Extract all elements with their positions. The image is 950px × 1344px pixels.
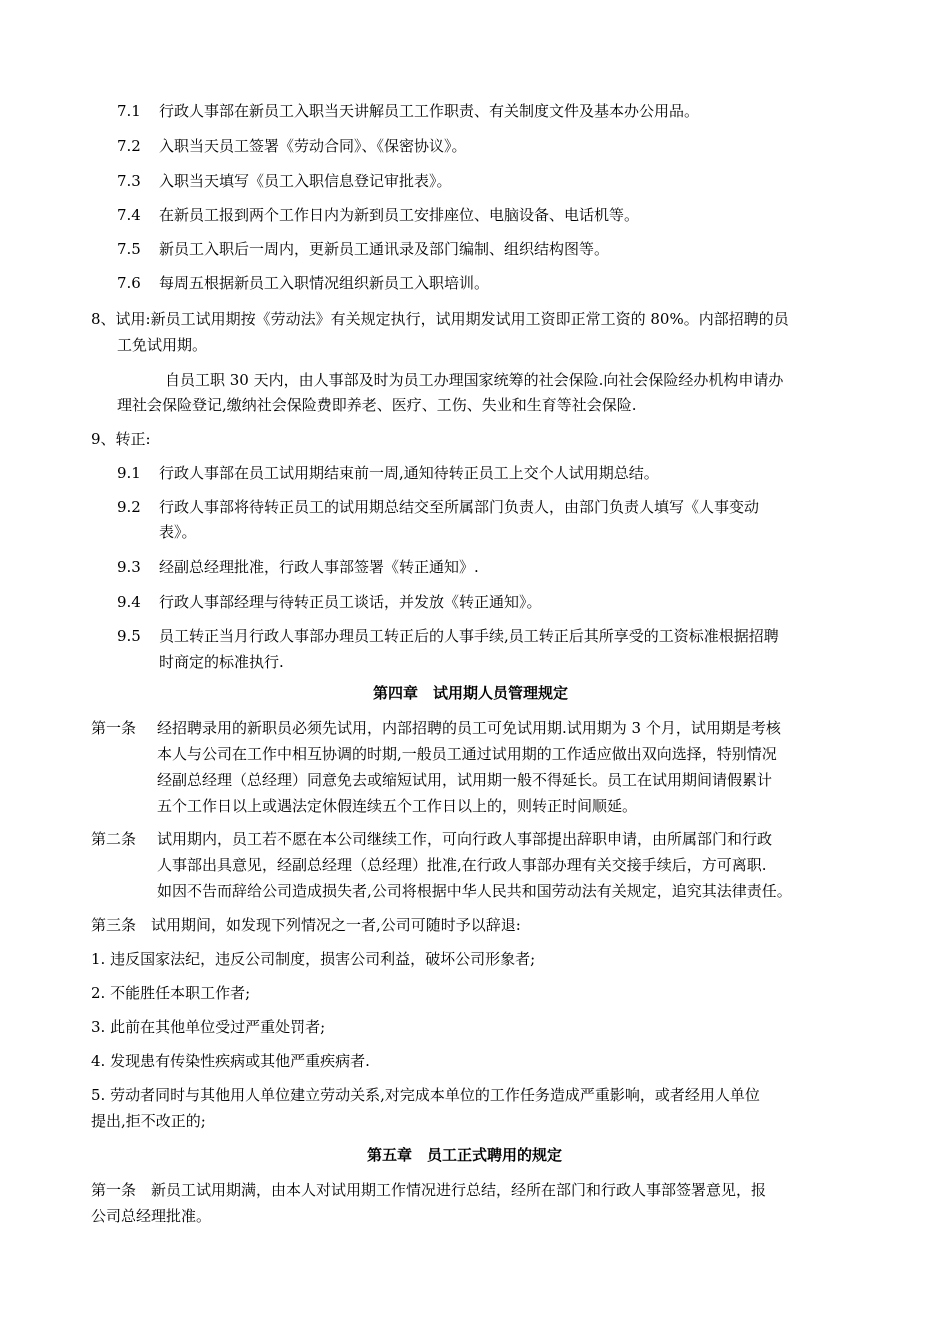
item-text: 行政人事部将待转正员工的试用期总结交至所属部门负责人，由部门负责人填写《人事变动	[159, 498, 760, 516]
insurance-para-line2: 理社会保险登记,缴纳社会保险费即养老、医疗、工伤、失业和生育等社会保险.	[117, 396, 637, 414]
dismissal-item-5-line1: 5. 劳动者同时与其他用人单位建立劳动关系,对完成本单位的工作任务造成严重影响，或者经用人单位	[91, 1086, 760, 1104]
item-7-1	[117, 101, 699, 121]
ch4-article-1-line2: 本人与公司在工作中相互协调的时期,一般员工通过试用期的工作适应做出双向选择，特别情况	[157, 745, 777, 763]
item-9-4	[117, 592, 542, 612]
dismissal-item-2: 2. 不能胜任本职工作者;	[91, 984, 251, 1002]
item-9-5	[117, 626, 779, 646]
item-number: 7.1	[117, 102, 141, 120]
item-text: 每周五根据新员工入职情况组织新员工入职培训。	[159, 274, 490, 292]
item-9-2-cont: 表》。	[159, 523, 197, 541]
item-text: 新员工入职后一周内，更新员工通讯录及部门编制、组织结构图等。	[159, 240, 610, 258]
dismissal-item-3: 3. 此前在其他单位受过严重处罚者;	[91, 1018, 326, 1036]
item-7-4	[117, 205, 639, 225]
chapter-4-title: 第四章 试用期人员管理规定	[373, 684, 569, 702]
item-7-6	[117, 273, 489, 293]
section-8-line2: 工免试用期。	[117, 336, 208, 354]
item-9-3	[117, 557, 479, 577]
item-text: 在新员工报到两个工作日内为新到员工安排座位、电脑设备、电话机等。	[159, 206, 640, 224]
dismissal-item-1: 1. 违反国家法纪，违反公司制度，损害公司利益，破坏公司形象者;	[91, 950, 536, 968]
item-7-2	[117, 136, 467, 156]
chapter-5-title: 第五章 员工正式聘用的规定	[367, 1146, 563, 1164]
item-text: 经副总经理批准，行政人事部签署《转正通知》.	[159, 558, 479, 576]
dismissal-item-4: 4. 发现患有传染性疾病或其他严重疾病者.	[91, 1052, 370, 1070]
section-9-title: 9、转正:	[91, 430, 151, 448]
item-text: 员工转正当月行政人事部办理员工转正后的人事手续,员工转正后其所享受的工资标准根据招聘	[159, 627, 779, 645]
item-number: 7.5	[117, 240, 141, 258]
ch5-article-1-line2: 公司总经理批准。	[91, 1207, 212, 1225]
ch4-article-1-line3: 经副总经理（总经理）同意免去或缩短试用，试用期一般不得延长。员工在试用期间请假累计	[157, 771, 773, 789]
item-number: 9.1	[117, 464, 141, 482]
item-9-2	[117, 497, 759, 517]
ch4-article-2-line1: 试用期内，员工若不愿在本公司继续工作，可向行政人事部提出辞职申请，由所属部门和行政	[157, 830, 773, 848]
dismissal-item-5-line2: 提出,拒不改正的;	[91, 1112, 206, 1130]
item-text: 行政人事部经理与待转正员工谈话，并发放《转正通知》。	[159, 593, 542, 611]
ch4-article-1-line1: 经招聘录用的新职员必须先试用，内部招聘的员工可免试用期.试用期为 3 个月，试用期是考核	[157, 719, 781, 737]
item-number: 9.3	[117, 558, 141, 576]
item-number: 7.4	[117, 206, 141, 224]
item-number: 9.2	[117, 498, 141, 516]
ch4-article-3: 第三条 试用期间，如发现下列情况之一者,公司可随时予以辞退:	[91, 916, 521, 934]
ch4-article-2-label: 第二条	[91, 830, 137, 848]
item-9-1	[117, 463, 659, 483]
ch4-article-1-label: 第一条	[91, 719, 137, 737]
ch4-article-2-line2: 人事部出具意见，经副总经理（总经理）批准,在行政人事部办理有关交接手续后，方可离职.	[157, 856, 767, 874]
section-8-line1: 8、试用:新员工试用期按《劳动法》有关规定执行，试用期发试用工资即正常工资的 80%。内部招聘的员	[91, 310, 789, 328]
item-number: 7.2	[117, 137, 141, 155]
item-text: 入职当天员工签署《劳动合同》、《保密协议》。	[159, 137, 467, 155]
item-9-5-cont: 时商定的标准执行.	[159, 653, 284, 671]
item-7-3	[117, 171, 452, 191]
item-number: 9.5	[117, 627, 141, 645]
item-number: 7.3	[117, 172, 141, 190]
ch4-article-2-line3: 如因不告而辞给公司造成损失者,公司将根据中华人民共和国劳动法有关规定，追究其法律责任。	[157, 882, 792, 900]
item-text: 行政人事部在新员工入职当天讲解员工工作职责、有关制度文件及基本办公用品。	[159, 102, 700, 120]
item-number: 9.4	[117, 593, 141, 611]
ch4-article-1-line4: 五个工作日以上或遇法定休假连续五个工作日以上的，则转正时间顺延。	[157, 797, 638, 815]
insurance-para-line1: 自员工职 30 天内，由人事部及时为员工办理国家统筹的社会保险.向社会保险经办机构申请办	[165, 371, 784, 389]
item-number: 7.6	[117, 274, 141, 292]
item-text: 行政人事部在员工试用期结束前一周,通知待转正员工上交个人试用期总结。	[159, 464, 659, 482]
item-text: 入职当天填写《员工入职信息登记审批表》。	[159, 172, 452, 190]
ch5-article-1-line1: 第一条 新员工试用期满，由本人对试用期工作情况进行总结，经所在部门和行政人事部签署意见，报	[91, 1181, 767, 1199]
item-7-5	[117, 239, 609, 259]
